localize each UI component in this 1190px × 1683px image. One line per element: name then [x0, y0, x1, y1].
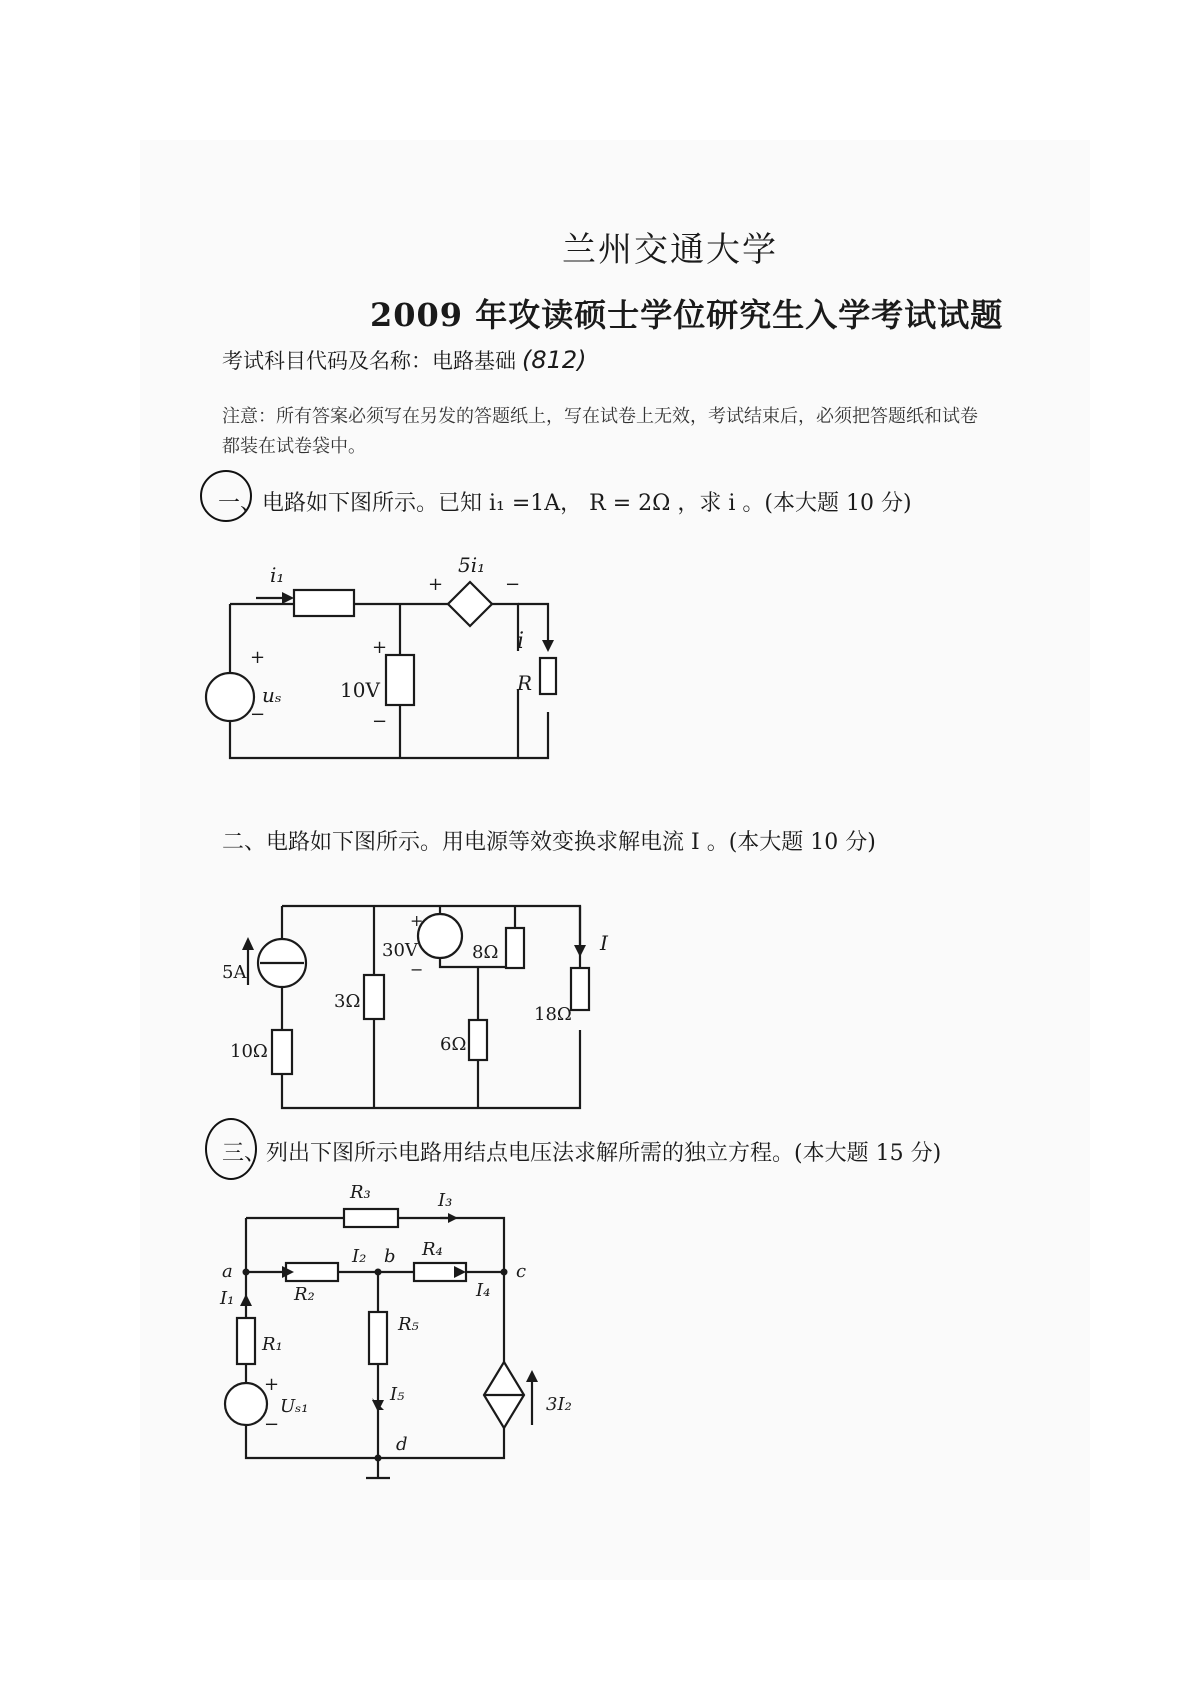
q2-label-30v: 30V: [382, 940, 418, 961]
q3-minus-us1: −: [264, 1414, 280, 1435]
q3-node-c: c: [516, 1261, 527, 1282]
q3-label-r3: R₃: [350, 1182, 371, 1203]
q1-plus-10v: +: [372, 637, 388, 658]
q3-plus-us1: +: [264, 1374, 280, 1395]
q1-minus-10v: −: [372, 711, 388, 732]
q2-plus-30v: +: [410, 911, 424, 930]
question-3-text: 列出下图所示电路用结点电压法求解所需的独立方程。(本大题 15 分): [266, 1141, 942, 1166]
question-2-text: 电路如下图所示。用电源等效变换求解电流 I 。(本大题 10 分): [266, 830, 876, 855]
q1-label-5i1: 5i₁: [458, 553, 486, 577]
q1-plus-dep: +: [428, 574, 444, 595]
q1-minus-dep: −: [505, 574, 521, 595]
q3-node-d: d: [396, 1434, 408, 1455]
q3-resistor-r5: [369, 1312, 387, 1364]
q3-label-i4: I₄: [476, 1280, 491, 1301]
q2-label-3: 3Ω: [334, 991, 361, 1012]
q2-label-6: 6Ω: [440, 1034, 467, 1055]
q3-voltage-source-us1: [225, 1383, 267, 1425]
q3-label-r4: R₄: [422, 1239, 443, 1260]
q3-label-i3: I₃: [438, 1190, 453, 1211]
q2-label-18: 18Ω: [534, 1004, 572, 1025]
subject-code-handwritten: (812): [522, 346, 587, 374]
exam-title: 2009 年攻读硕士学位研究生入学考试试题: [370, 296, 1004, 334]
question-3-number: 三、: [222, 1141, 267, 1166]
q1-minus-us: −: [250, 704, 266, 725]
q1-label-i1: i₁: [270, 563, 285, 587]
q3-label-r5: R₅: [398, 1314, 419, 1335]
q3-label-i2: I₂: [352, 1246, 367, 1267]
q1-label-us: uₛ: [262, 683, 282, 707]
q2-label-current-i: I: [600, 931, 608, 955]
q3-node-b: b: [384, 1246, 396, 1267]
q3-resistor-r1: [237, 1318, 255, 1364]
q1-plus-us: +: [250, 647, 266, 668]
q3-label-i5: I₅: [390, 1384, 405, 1405]
q3-node-a: a: [222, 1261, 233, 1282]
q3-label-r2: R₂: [294, 1284, 315, 1305]
q2-label-8: 8Ω: [472, 942, 499, 963]
q3-label-3i2: 3I₂: [546, 1394, 572, 1415]
q3-label-r1: R₁: [262, 1334, 283, 1355]
university-name: 兰州交通大学: [562, 230, 778, 270]
q1-label-10v: 10V: [340, 678, 380, 702]
subject-label: 考试科目代码及名称：电路基础: [222, 349, 516, 373]
q3-resistor-r3: [344, 1209, 398, 1227]
notice-line-1: 注意：所有答案必须写在另发的答题纸上，写在试卷上无效，考试结束后，必须把答题纸和试卷: [222, 406, 978, 427]
notice-line-2: 都装在试卷袋中。: [222, 436, 366, 457]
q1-label-r: R: [517, 671, 533, 695]
q3-label-us1: Uₛ₁: [280, 1396, 309, 1417]
question-2-number: 二、: [222, 830, 267, 855]
q2-label-10: 10Ω: [230, 1041, 268, 1062]
q1-label-i: i: [517, 629, 525, 654]
question-1-number: 一、: [218, 491, 263, 516]
question-1-text: 电路如下图所示。已知 i₁ =1A， R = 2Ω ，求 i 。(本大题 10 分): [262, 491, 912, 516]
q2-label-5a: 5A: [222, 962, 247, 983]
q2-minus-30v: −: [410, 960, 424, 979]
q3-label-i1: I₁: [220, 1288, 235, 1309]
